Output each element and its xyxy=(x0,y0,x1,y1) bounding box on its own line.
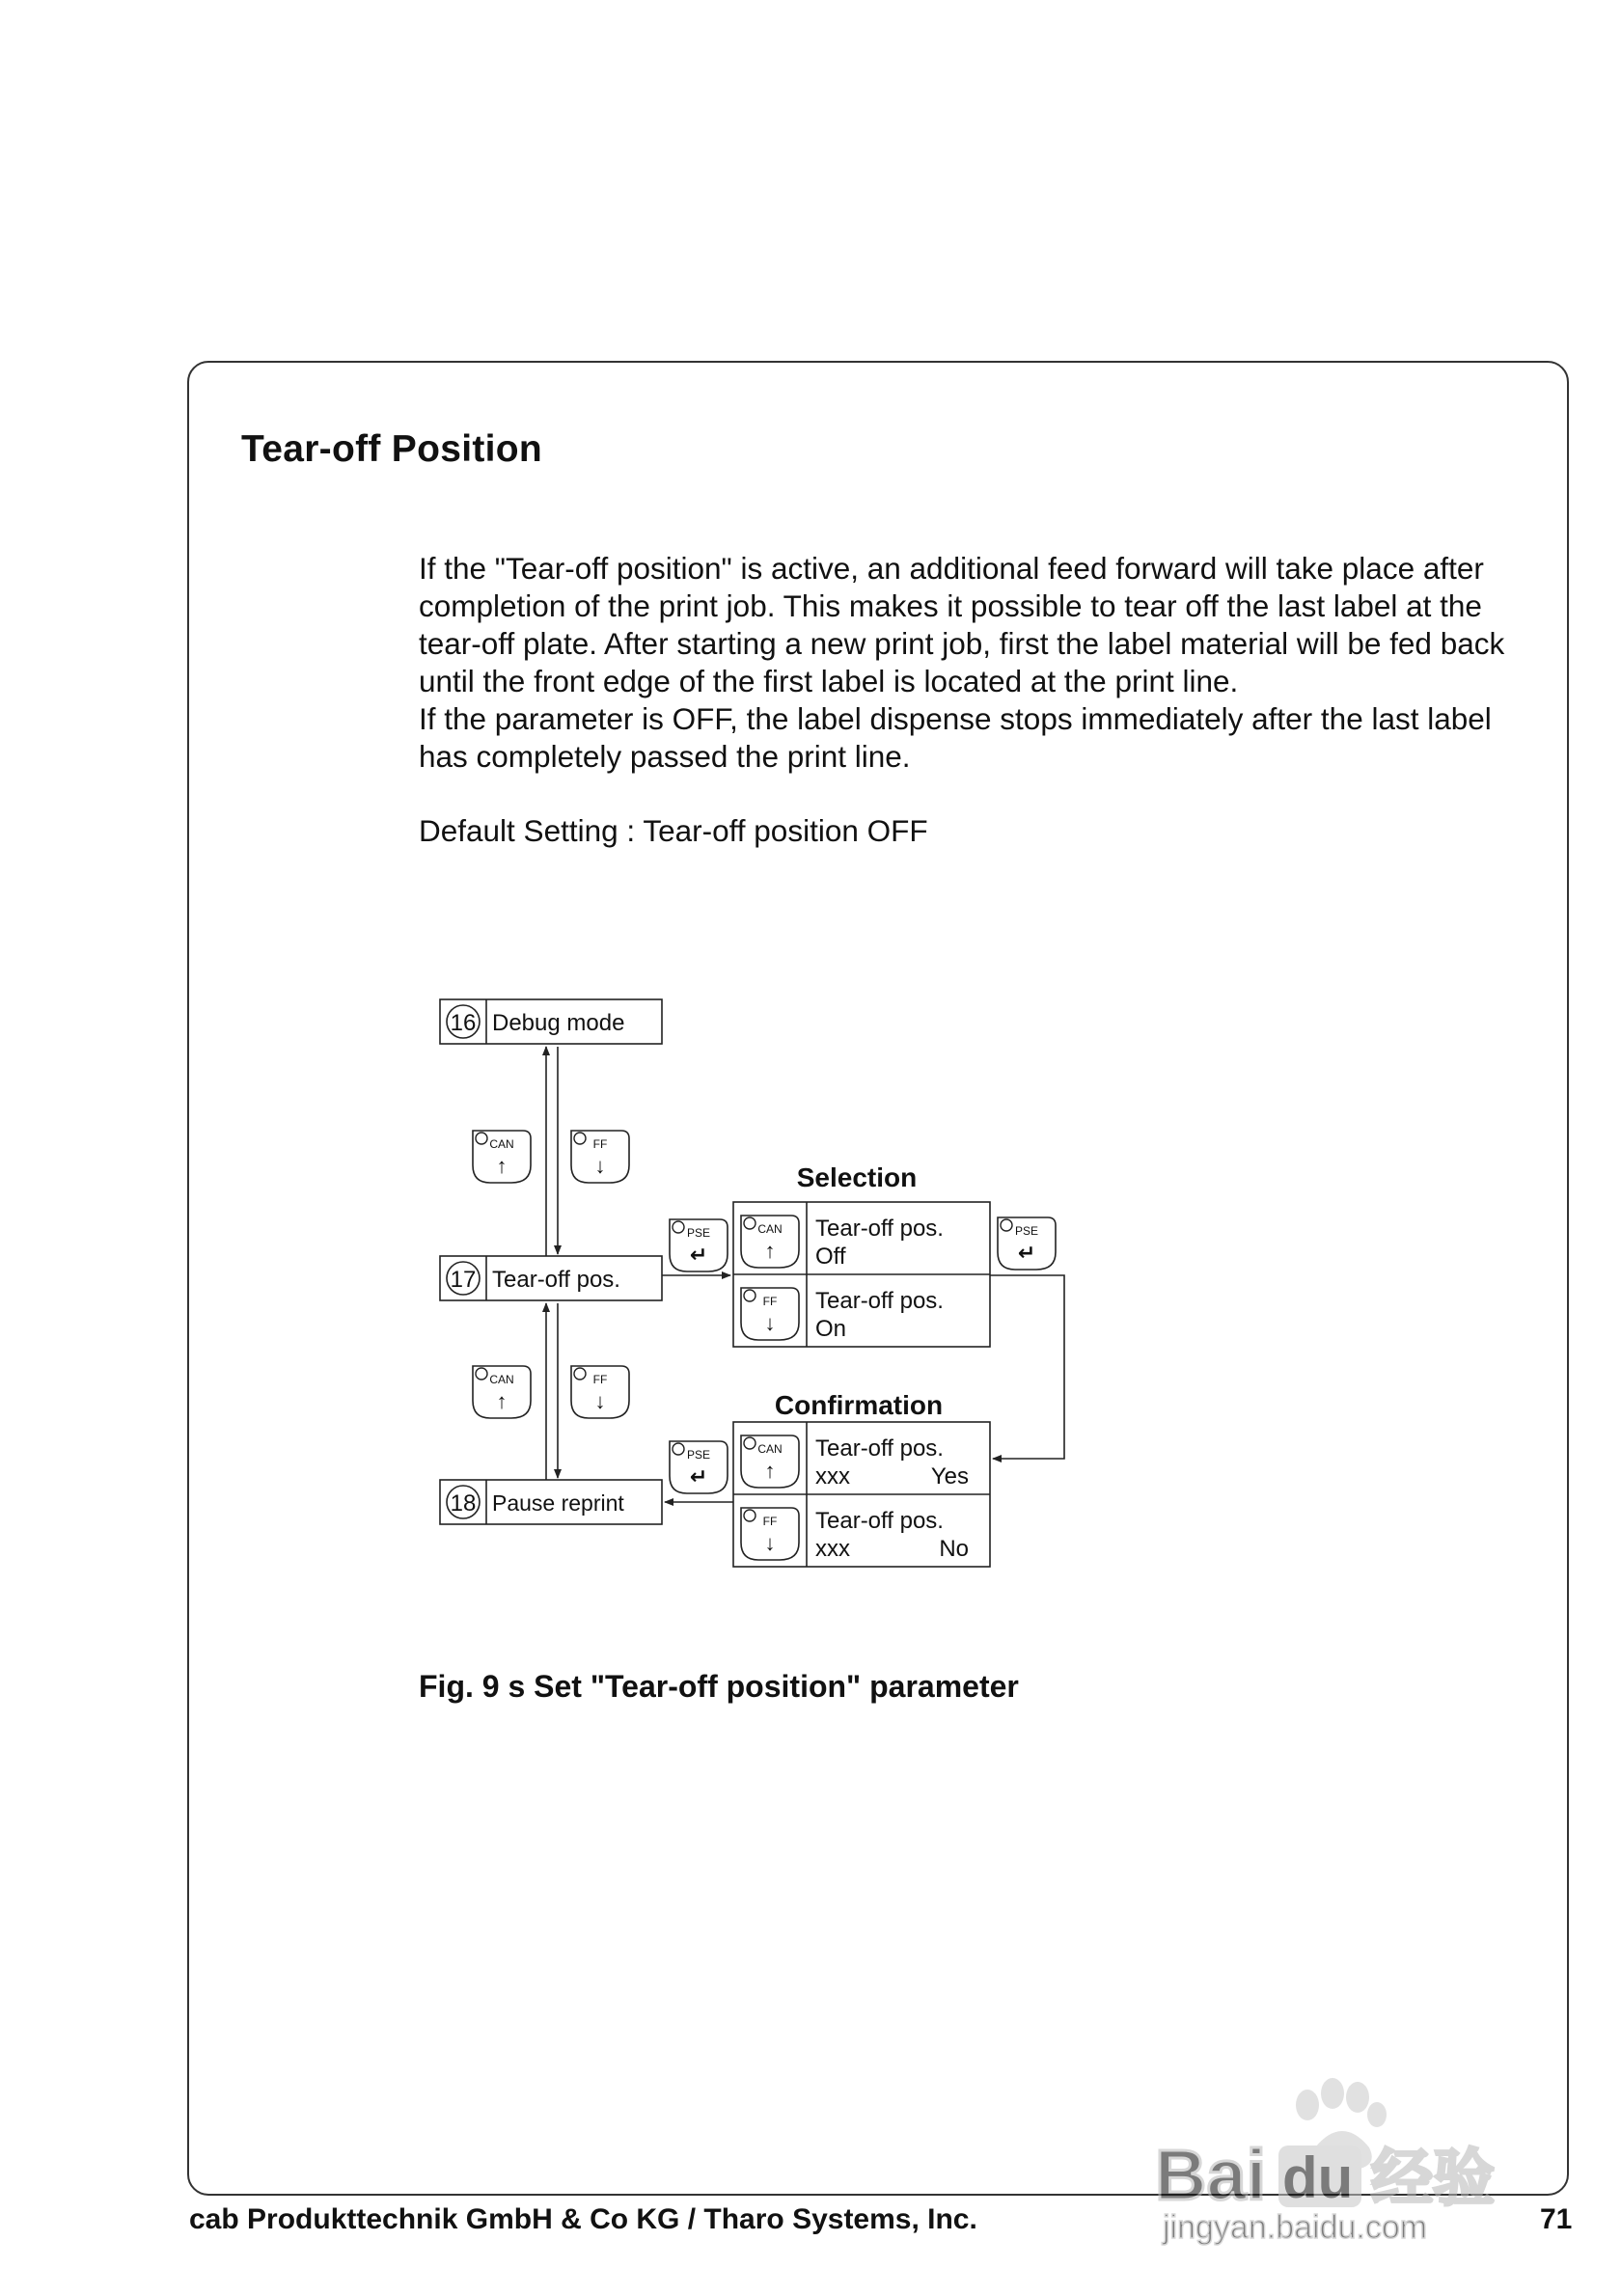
pse-key-icon xyxy=(998,1217,1056,1270)
up-arrow-icon: ↑ xyxy=(496,1154,508,1178)
ff-key-icon xyxy=(571,1131,629,1183)
menu-item-number: 16 xyxy=(450,1010,477,1036)
can-key-icon xyxy=(741,1435,799,1488)
page-number: 71 xyxy=(1540,2203,1573,2235)
section-body xyxy=(419,550,1538,776)
down-arrow-icon: ↓ xyxy=(764,1531,776,1555)
confirmation-heading: Confirmation xyxy=(774,1390,944,1420)
can-key-icon xyxy=(473,1131,531,1183)
watermark-logo xyxy=(1153,2055,1558,2248)
ff-key-icon xyxy=(741,1288,799,1340)
menu-item-18 xyxy=(440,1480,662,1524)
key-label: CAN xyxy=(489,1373,514,1386)
can-key-icon xyxy=(473,1366,531,1418)
menu-item-number: 17 xyxy=(450,1267,477,1293)
menu-item-label: Tear-off pos. xyxy=(492,1267,620,1293)
confirmation-table xyxy=(733,1422,990,1567)
footer-company: cab Produkttechnik GmbH & Co KG / Tharo Systems, Inc. xyxy=(189,2203,977,2235)
up-arrow-icon: ↑ xyxy=(764,1239,776,1263)
key-label: PSE xyxy=(686,1226,711,1240)
watermark-cjk: 经验 xyxy=(1371,2144,1495,2213)
key-label: FF xyxy=(592,1137,608,1151)
key-label: FF xyxy=(762,1515,778,1528)
key-label: CAN xyxy=(489,1137,514,1151)
enter-icon: ↵ xyxy=(1017,1241,1036,1265)
confirmation-row-value: xxx xyxy=(815,1463,850,1490)
key-label: CAN xyxy=(757,1222,783,1236)
confirmation-row-answer: Yes xyxy=(930,1463,969,1490)
pse-key-icon xyxy=(670,1219,728,1271)
key-label: FF xyxy=(592,1373,608,1386)
key-label: PSE xyxy=(1014,1224,1039,1238)
confirmation-row-line1: Tear-off pos. xyxy=(815,1435,944,1462)
default-setting: Default Setting : Tear-off position OFF xyxy=(419,813,928,848)
down-arrow-icon: ↓ xyxy=(594,1154,606,1178)
menu-item-16 xyxy=(440,999,662,1044)
enter-icon: ↵ xyxy=(689,1464,708,1489)
menu-flow-diagram xyxy=(415,974,1090,1601)
ff-key-icon xyxy=(741,1508,799,1560)
selection-row-line2: On xyxy=(815,1316,847,1342)
selection-row-line2: Off xyxy=(815,1244,846,1270)
section-title: Tear-off Position xyxy=(241,428,543,470)
menu-item-number: 18 xyxy=(450,1490,477,1517)
ff-key-icon xyxy=(571,1366,629,1418)
key-label: PSE xyxy=(686,1448,711,1462)
down-arrow-icon: ↓ xyxy=(764,1311,776,1335)
menu-item-label: Pause reprint xyxy=(492,1490,624,1516)
body-paragraph: If the "Tear-off position" is active, an additional feed forward will take place after completion of the print job. This makes it possible to tear off the last label at the tear-off plate. After starting a new print job, first the label material will be fed back until the front edge of the first label is located at the print line. xyxy=(419,551,1505,698)
pse-key-icon xyxy=(670,1441,728,1493)
up-arrow-icon: ↑ xyxy=(496,1389,508,1413)
confirmation-row-answer: No xyxy=(939,1536,969,1562)
key-label: FF xyxy=(762,1295,778,1308)
confirmation-row-line1: Tear-off pos. xyxy=(815,1508,944,1534)
menu-item-label: Debug mode xyxy=(492,1010,625,1036)
selection-heading: Selection xyxy=(796,1162,918,1192)
figure-caption: Fig. 9 s Set "Tear-off position" parameter xyxy=(419,1669,1019,1704)
watermark-brand-du: du xyxy=(1282,2146,1354,2210)
watermark-url: jingyan.baidu.com xyxy=(1163,2209,1428,2246)
confirmation-row-value: xxx xyxy=(815,1536,850,1562)
key-label: CAN xyxy=(757,1442,783,1456)
selection-row-line1: Tear-off pos. xyxy=(815,1288,944,1314)
enter-icon: ↵ xyxy=(689,1243,708,1267)
selection-row-line1: Tear-off pos. xyxy=(815,1216,944,1242)
down-arrow-icon: ↓ xyxy=(594,1389,606,1413)
menu-item-17 xyxy=(440,1256,662,1300)
can-key-icon xyxy=(741,1216,799,1268)
body-paragraph: If the parameter is OFF, the label dispense stops immediately after the last label has completely passed the print line. xyxy=(419,701,1492,774)
selection-table xyxy=(733,1202,990,1347)
watermark-brand: Bai xyxy=(1155,2135,1267,2215)
up-arrow-icon: ↑ xyxy=(764,1459,776,1483)
